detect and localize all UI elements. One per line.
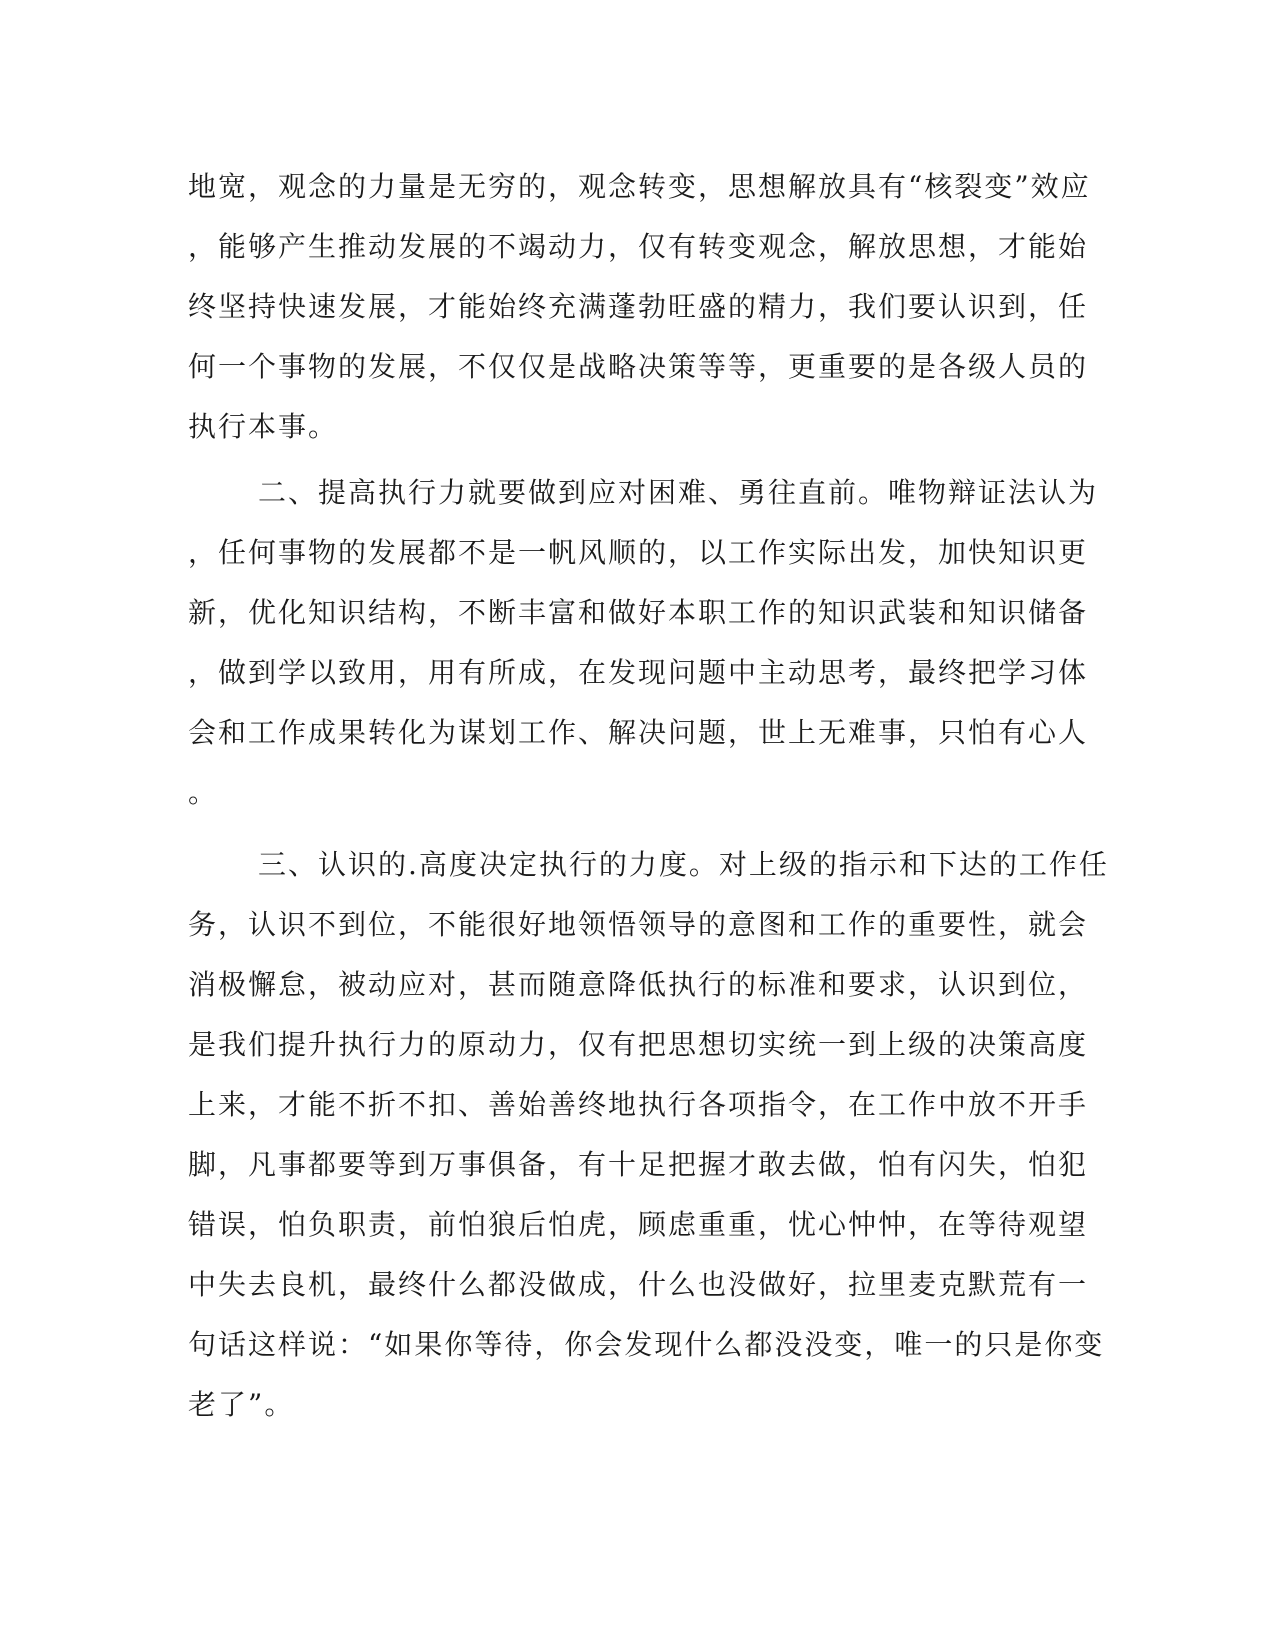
text-line: 二、提高执行力就要做到应对困难、勇往直前。唯物辩证法认为 [258,476,1099,509]
text-line: 消极懈怠，被动应对，甚而随意降低执行的标准和要求，认识到位， [188,968,1089,1001]
text-line: 地宽，观念的力量是无穷的，观念转变，思想解放具有“核裂变”效应 [188,170,1091,203]
text-line: 是我们提升执行力的原动力，仅有把思想切实统一到上级的决策高度 [188,1028,1089,1061]
text-line: 会和工作成果转化为谋划工作、解决问题，世上无难事，只怕有心人 [188,716,1089,749]
paragraph-2 [188,463,1099,823]
text-line: ，任何事物的发展都不是一帆风顺的，以工作实际出发，加快知识更 [188,536,1089,569]
text-line: 执行本事。 [188,410,339,443]
text-line: 脚，凡事都要等到万事俱备，有十足把握才敢去做，怕有闪失，怕犯 [188,1148,1089,1181]
text-line: ，能够产生推动发展的不竭动力，仅有转变观念，解放思想，才能始 [188,230,1089,263]
text-line: 老了”。 [188,1388,295,1421]
text-line: 。 [188,776,219,809]
text-line: 终坚持快速发展，才能始终充满蓬勃旺盛的精力，我们要认识到，任 [188,290,1089,323]
text-line: 何一个事物的发展，不仅仅是战略决策等等，更重要的是各级人员的 [188,350,1089,383]
text-line: 中失去良机，最终什么都没做成，什么也没做好，拉里麦克默荒有一 [188,1268,1089,1301]
text-line: 错误，怕负职责，前怕狼后怕虎，顾虑重重，忧心忡忡，在等待观望 [188,1208,1089,1241]
paragraph-3 [188,835,1109,1435]
text-line: ，做到学以致用，用有所成，在发现问题中主动思考，最终把学习体 [188,656,1089,689]
text-line: 新，优化知识结构，不断丰富和做好本职工作的知识武装和知识储备 [188,596,1089,629]
paragraph-1 [188,157,1091,457]
text-line: 务，认识不到位，不能很好地领悟领导的意图和工作的重要性，就会 [188,908,1089,941]
text-line: 三、认识的.高度决定执行的力度。对上级的指示和下达的工作任 [258,848,1109,881]
text-line: 句话这样说：“如果你等待，你会发现什么都没没变，唯一的只是你变 [188,1328,1105,1361]
text-line: 上来，才能不折不扣、善始善终地执行各项指令，在工作中放不开手 [188,1088,1089,1121]
